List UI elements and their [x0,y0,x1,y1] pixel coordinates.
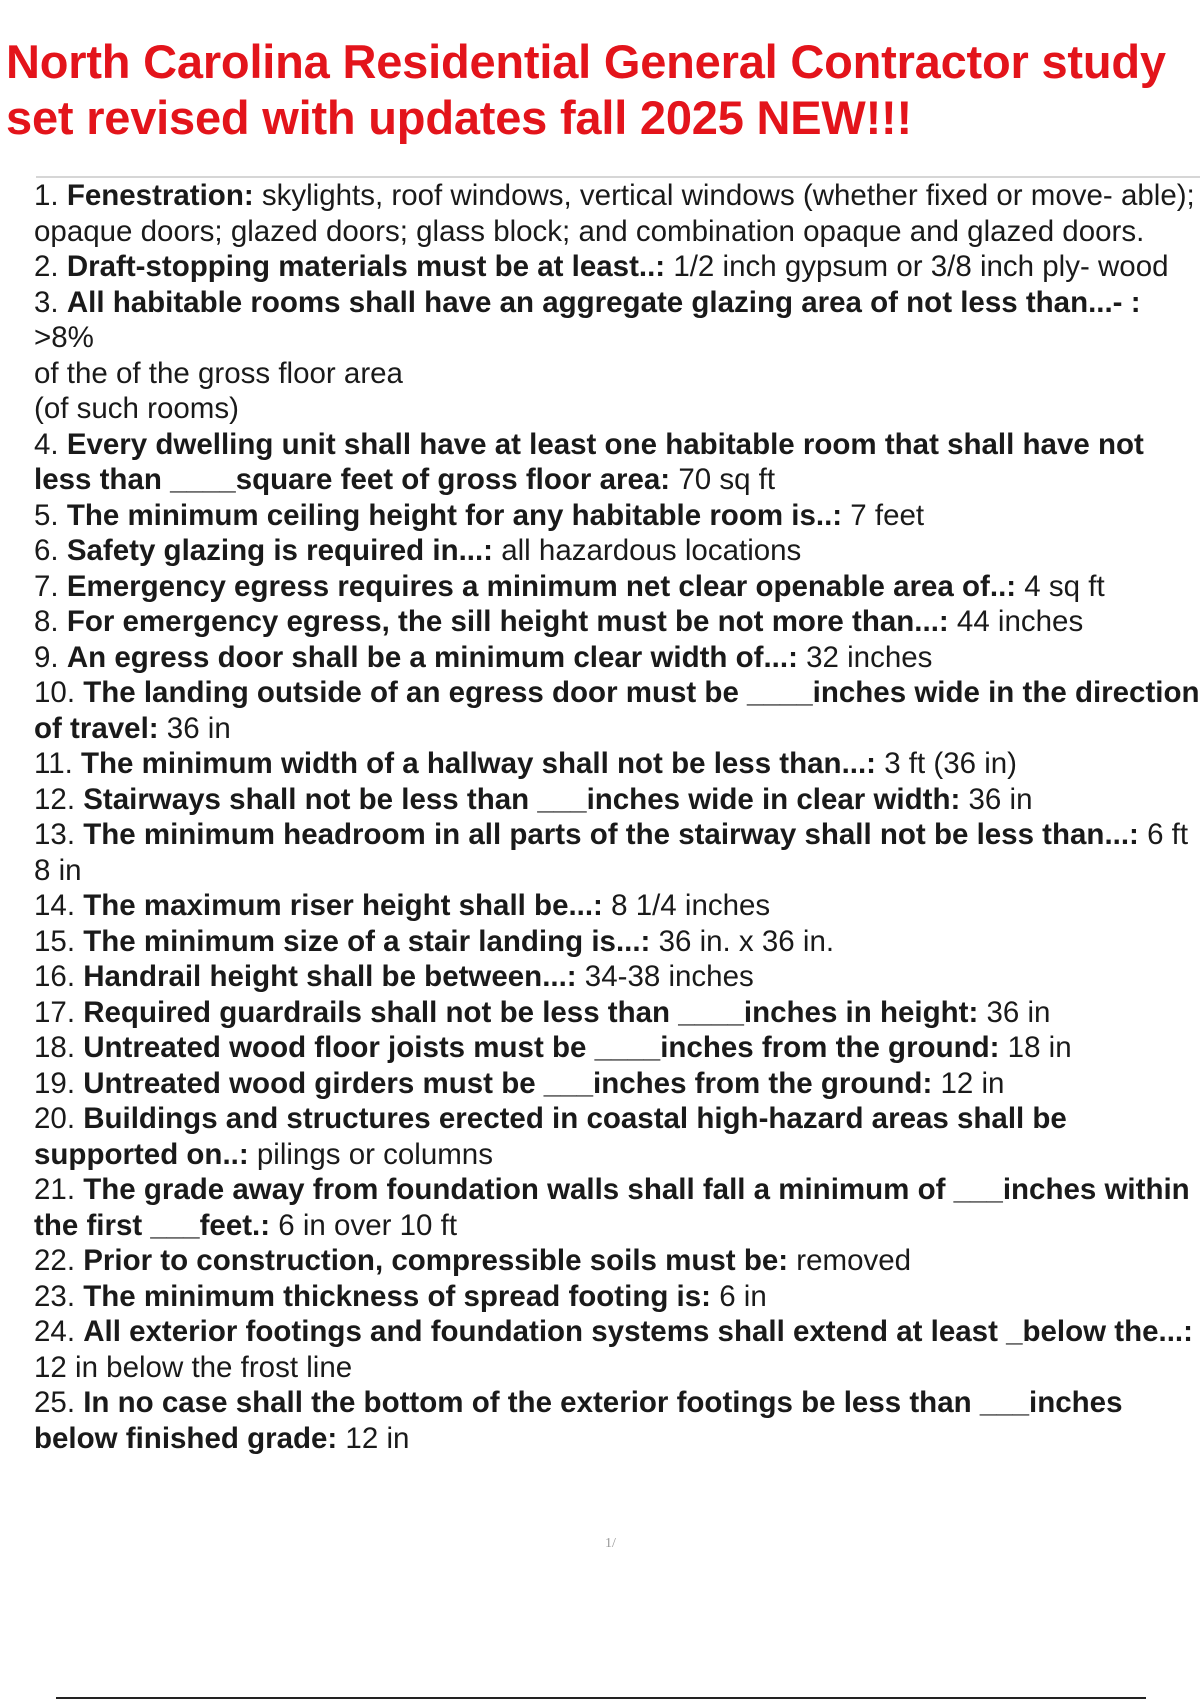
study-item-number: 10. [34,676,84,709]
study-item-number: 19. [34,1066,84,1100]
study-item [34,604,1200,640]
study-item [34,817,1200,888]
study-item-term: Buildings and structures erected in coastal high-hazard areas shall be supported on..: [34,1102,1067,1171]
bottom-divider [56,1697,1146,1699]
study-item [34,249,1200,285]
study-item [34,1243,1200,1279]
study-item [34,178,1200,249]
study-item [34,959,1200,995]
study-item-term: Emergency egress requires a minimum net clear openable area of..: [66,569,1017,603]
study-item [34,569,1200,605]
study-item-number: 2. [34,250,67,283]
study-item-number: 15. [34,924,84,958]
study-item-term: Stairways shall not be less than ___inches wide in clear width: [83,782,961,816]
page-title-line-1: North Carolina Residential General Contractor study [6,35,1166,88]
study-item-term: The maximum riser height shall be...: [83,889,603,922]
study-item-definition: 18 in [999,1031,1072,1064]
study-item-term: The minimum width of a hallway shall not be less than...: [81,747,876,780]
study-item-definition: 3 ft (36 in) [876,747,1018,780]
study-item-definition: all hazardous locations [493,534,802,567]
study-item-definition: 36 in [158,711,231,745]
study-item [34,1172,1200,1243]
study-item-definition: 36 in. x 36 in. [650,924,835,958]
study-item-definition: 8 1/4 inches [602,889,771,922]
study-item [34,888,1200,924]
study-item-term: For emergency egress, the sill height must be not more than...: [66,605,949,638]
study-item-term: Untreated wood girders must be ___inches from the ground: [83,1066,933,1100]
study-item-term: Required guardrails shall not be less than ____inches in height: [83,995,979,1029]
study-item-term: All habitable rooms shall have an aggregate glazing area of not less than...- : [66,285,1141,319]
study-item-definition: 12 in [337,1421,410,1455]
study-item-number: 22. [34,1244,84,1277]
study-item [34,1101,1200,1172]
study-item-definition: pilings or columns [248,1137,493,1171]
study-item-term: Prior to construction, compressible soils must be: [83,1244,789,1277]
page-title [6,34,1196,146]
study-item-definition: 12 in [932,1066,1005,1100]
study-item-term: The landing outside of an egress door must be ____inches wide in the direction of travel: [34,676,1200,745]
study-item [34,995,1200,1031]
study-item [34,782,1200,818]
page-number: 1/ [605,1536,616,1551]
study-item-term: Handrail height shall be between...: [83,960,577,993]
study-item-number: 3. [34,285,67,319]
study-item-definition: skylights, roof windows, vertical windows (whether fixed or move- able); opaque doors; glazed doors; glass block; and combination opaque and glazed doors. [34,179,1195,248]
study-item-term: An egress door shall be a minimum clear width of...: [66,640,798,674]
study-item-definition: 12 in below the frost line [34,1350,353,1384]
study-item-term: In no case shall the bottom of the exterior footings be less than ___inches below finished grade: [34,1386,1123,1455]
page-title-line-2: set revised with updates fall 2025 NEW!!! [6,91,912,144]
study-item-number: 1. [34,179,67,212]
study-item-term: Untreated wood floor joists must be ____inches from the ground: [83,1031,1000,1064]
study-item-term: The minimum headroom in all parts of the stairway shall not be less than...: [83,818,1139,851]
study-item-definition: 36 in [960,782,1033,816]
study-item-term: The minimum ceiling height for any habitable room is..: [66,498,843,532]
study-item-term: The grade away from foundation walls shall fall a minimum of ___inches within the first ___feet.: [34,1173,1190,1242]
study-item-number: 4. [34,427,67,461]
study-item [34,1385,1200,1456]
study-item-definition: 4 sq ft [1016,569,1105,603]
study-item-definition: 34-38 inches [576,960,754,993]
study-item-number: 20. [34,1102,84,1135]
study-item-number: 24. [34,1315,84,1348]
study-item-term: Fenestration: [66,179,254,212]
study-item [34,1066,1200,1102]
study-item-number: 16. [34,960,84,993]
study-item-definition: 7 feet [842,498,925,532]
study-item [34,498,1200,534]
study-item-number: 18. [34,1031,84,1064]
study-item [34,1030,1200,1066]
study-item [34,1279,1200,1315]
study-item [34,924,1200,960]
study-item-number: 23. [34,1279,84,1313]
study-item-definition: 6 ft 8 in [34,818,1189,887]
study-item-number: 11. [34,747,82,780]
study-item-number: 5. [34,498,67,532]
study-item-term: Draft-stopping materials must be at least..: [66,250,666,283]
study-item-term: The minimum size of a stair landing is...: [83,924,651,958]
study-item [34,285,1200,427]
study-item-number: 12. [34,782,84,816]
study-item [34,533,1200,569]
study-item-definition: 70 sq ft [670,463,776,496]
study-item-number: 25. [34,1386,84,1419]
study-item-number: 17. [34,995,84,1029]
study-item-term: Every dwelling unit shall have at least one habitable room that shall have not less than ____square feet of gross floor area: [34,427,1144,496]
study-item-number: 14. [34,889,84,922]
study-item-definition: 44 inches [948,605,1084,638]
study-item-term: The minimum thickness of spread footing is: [83,1279,711,1313]
study-item-definition: >8% of the of the gross floor area (of such rooms) [34,321,403,425]
study-item [34,1314,1200,1385]
study-item-number: 8. [34,605,67,638]
study-item [34,640,1200,676]
study-item-number: 21. [34,1173,84,1206]
study-item-definition: removed [788,1244,912,1277]
study-item-definition: 1/2 inch gypsum or 3/8 inch ply- wood [665,250,1169,283]
study-item-number: 7. [34,569,67,603]
study-item-definition: 36 in [978,995,1051,1029]
study-item-number: 13. [34,818,84,851]
study-item [34,675,1200,746]
study-item [34,746,1200,782]
study-item-term: All exterior footings and foundation systems shall extend at least _below the...: [83,1315,1193,1348]
study-item-definition: 32 inches [797,640,933,674]
study-item-list [34,178,1200,1456]
study-item-definition: 6 in [711,1279,767,1313]
study-item-number: 9. [34,640,67,674]
study-item-term: Safety glazing is required in...: [66,534,494,567]
study-item-number: 6. [34,534,67,567]
study-item [34,427,1200,498]
study-item-definition: 6 in over 10 ft [270,1208,458,1242]
